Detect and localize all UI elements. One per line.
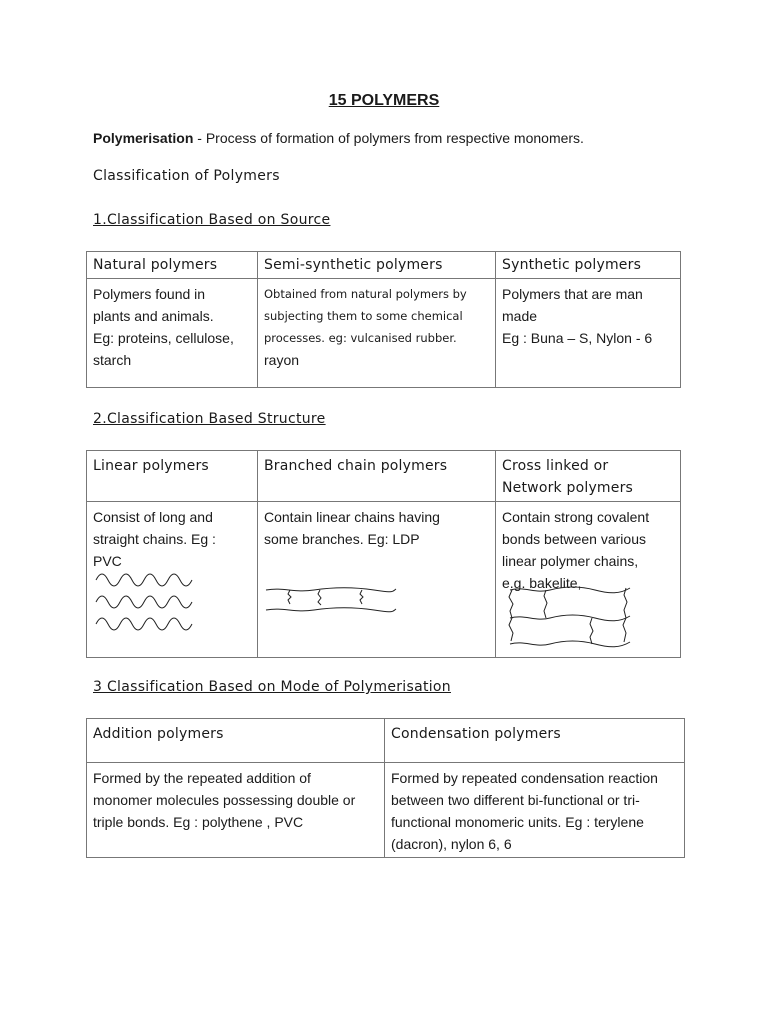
cell-line: bonds between various [502, 531, 646, 547]
cell-line: triple bonds. Eg : polythene , PVC [93, 814, 304, 830]
header-semi-synthetic: Semi-synthetic polymers [258, 252, 496, 279]
intro-definition [93, 130, 584, 146]
header-synthetic: Synthetic polymers [496, 252, 681, 279]
branched-polymer-diagram [264, 584, 398, 618]
network-polymer-diagram [500, 584, 634, 650]
linear-polymer-diagram [94, 568, 196, 634]
cell-natural [87, 279, 258, 388]
cell-line: Consist of long and [93, 509, 213, 525]
header-cross-linked [496, 451, 681, 502]
cell-line: Obtained from natural polymers by [264, 287, 467, 301]
cell-line: made [502, 308, 538, 324]
header-branched: Branched chain polymers [258, 451, 496, 502]
cell-line: monomer molecules possessing double or [93, 792, 356, 808]
cell-line: straight chains. Eg : [93, 531, 216, 547]
intro-text: - Process of formation of polymers from respective monomers. [193, 130, 584, 146]
page-title: 15 POLYMERS [328, 92, 440, 109]
cell-line: Eg: proteins, cellulose, [93, 330, 234, 346]
cell-line: Contain strong covalent [502, 509, 650, 525]
header-condensation: Condensation polymers [385, 719, 685, 763]
cell-line: rayon [264, 352, 300, 368]
cell-line: between two different bi-functional or tri- [391, 792, 640, 808]
classification-heading: Classification of Polymers [93, 168, 280, 184]
intro-term: Polymerisation [93, 130, 194, 146]
section1-heading: 1.Classification Based on Source [93, 212, 331, 228]
cell-line: PVC [93, 553, 122, 569]
cell-line: Contain linear chains having [264, 509, 440, 525]
cell-line: Polymers found in [93, 286, 206, 302]
header-line: Cross linked or [502, 458, 609, 474]
cell-line: e.g. bakelite, [502, 575, 582, 591]
section2-heading: 2.Classification Based Structure [93, 411, 326, 427]
cell-line: Formed by repeated condensation reaction [391, 770, 658, 786]
cell-semi-synthetic [258, 279, 496, 388]
section3-heading: 3 Classification Based on Mode of Polymerisation [93, 679, 451, 695]
cell-line: processes. eg: vulcanised rubber. [264, 331, 457, 345]
polymerisation-table [86, 718, 685, 858]
header-linear: Linear polymers [87, 451, 258, 502]
cell-line: some branches. Eg: LDP [264, 531, 420, 547]
cell-line: subjecting them to some chemical [264, 309, 463, 323]
source-table [86, 251, 681, 388]
header-addition: Addition polymers [87, 719, 385, 763]
cell-line: (dacron), nylon 6, 6 [391, 836, 512, 852]
cell-line: Polymers that are man [502, 286, 643, 302]
cell-line: Eg : Buna – S, Nylon - 6 [502, 330, 653, 346]
header-line: Network polymers [502, 480, 634, 496]
cell-synthetic [496, 279, 681, 388]
cell-line: linear polymer chains, [502, 553, 639, 569]
cell-condensation [385, 763, 685, 858]
cell-addition [87, 763, 385, 858]
header-natural: Natural polymers [87, 252, 258, 279]
cell-line: plants and animals. [93, 308, 214, 324]
cell-line: starch [93, 352, 132, 368]
cell-line: Formed by the repeated addition of [93, 770, 311, 786]
cell-branched [258, 502, 496, 658]
cell-line: functional monomeric units. Eg : terylene [391, 814, 644, 830]
